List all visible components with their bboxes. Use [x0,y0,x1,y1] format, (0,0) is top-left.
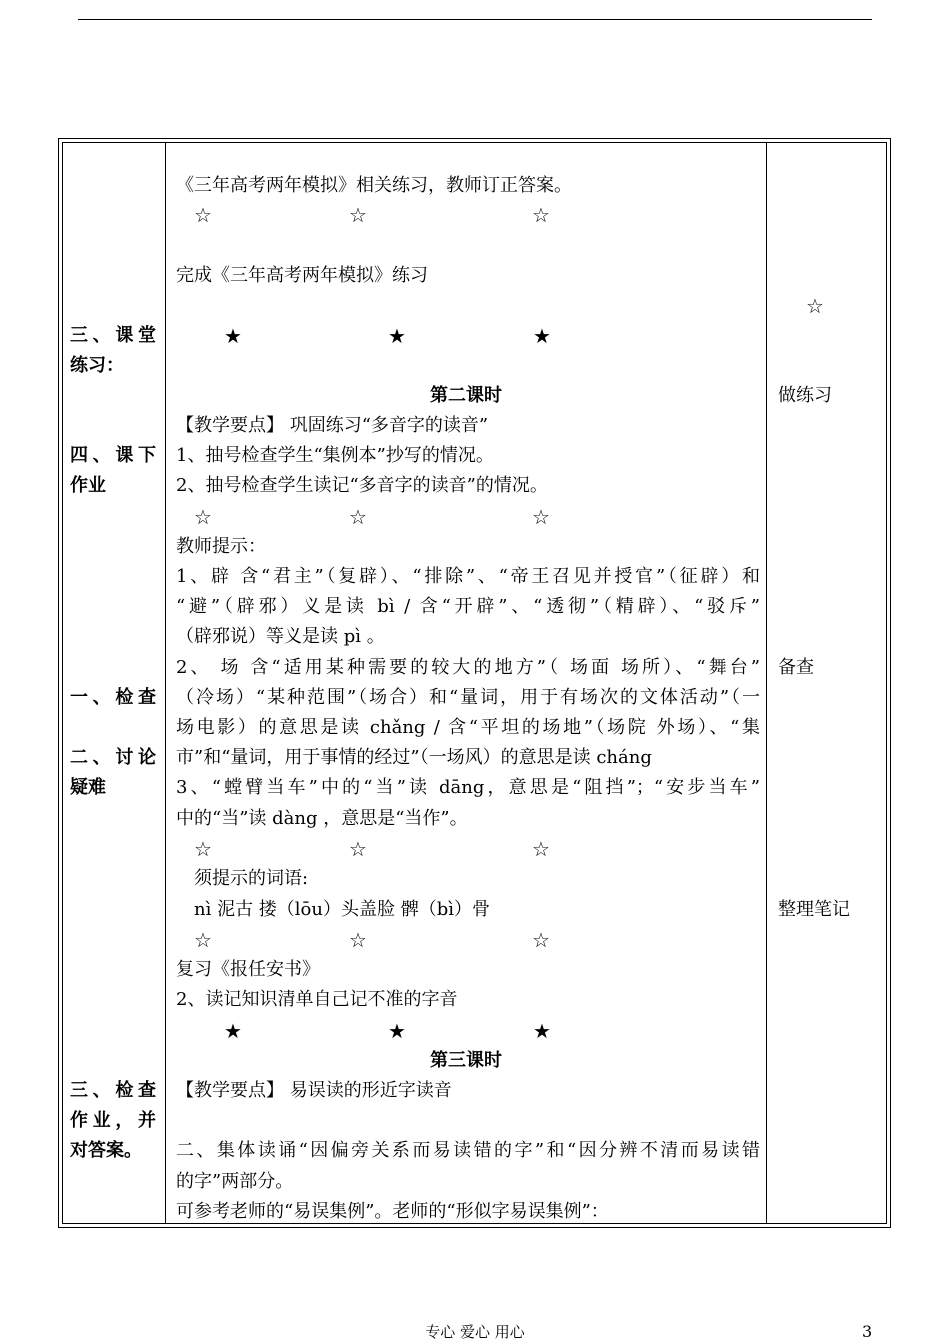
section-discuss-label: 二、讨论 [70,747,156,768]
tip-paragraph-3: 中的“当”读 dàng ，意思是“当作”。 [176,808,468,829]
section-check-homework-label: 三、检查 [70,1080,156,1101]
column-divider-right [766,142,767,1224]
white-star-icon: ☆ [349,928,367,952]
text-line: 可参考老师的“易误集例”。老师的“形似字易误集例”： [176,1201,609,1222]
text-line: 《三年高考两年模拟》相关练习，教师订正答案。 [176,175,572,196]
header-rule [78,19,872,20]
white-star-icon: ☆ [532,505,550,529]
white-star-icon: ☆ [349,505,367,529]
white-star-icon: ☆ [532,928,550,952]
lesson-3-title: 第三课时 [430,1050,502,1071]
white-star-icon: ☆ [806,294,824,318]
lesson-3-key-point: 【教学要点】 易误读的形近字读音 [176,1080,452,1101]
white-star-icon: ☆ [194,837,212,861]
white-star-icon: ☆ [532,203,550,227]
lesson-2-title: 第二课时 [430,385,502,406]
black-star-icon: ★ [224,1019,242,1043]
section-homework-label: 四、课下 [70,445,156,466]
tip-paragraph-3: 3、“螳臂当车”中的“当”读 dāng，意思是“阻挡”；“安步当车” [176,777,760,798]
tip-paragraph-2: 场电影）的意思是读 chǎng / 含“平坦的场地”（场院 外场）、“集 [176,717,760,738]
text-line: 1、抽号检查学生“集例本”抄写的情况。 [176,445,494,466]
text-line: 2、抽号检查学生读记“多音字的读音”的情况。 [176,475,548,496]
black-star-icon: ★ [533,1019,551,1043]
text-line: 完成《三年高考两年模拟》练习 [176,265,428,286]
white-star-icon: ☆ [349,837,367,861]
black-star-icon: ★ [224,324,242,348]
page-number: 3 [862,1322,873,1341]
hint-words-heading: 须提示的词语: [194,868,309,889]
hint-words-list: nì 泥古 搂（lōu）头盖脸 髀（bì）骨 [194,899,490,920]
text-line: 二、集体读诵“因偏旁关系而易读错的字”和“因分辨不清而易读错 [176,1140,760,1161]
section-class-practice-label: 三、课堂 [70,325,156,346]
black-star-icon: ★ [533,324,551,348]
section-discuss-label-2: 疑难 [70,777,106,798]
white-star-icon: ☆ [532,837,550,861]
text-line: 复习《报任安书》 [176,959,320,980]
tip-paragraph-1: （辟邪说）等义是读 pì 。 [176,626,385,647]
activity-prepare: 备查 [778,657,814,678]
lesson-2-key-point: 【教学要点】 巩固练习“多音字的读音” [176,415,489,436]
text-line: 2、读记知识清单自己记不准的字音 [176,989,458,1010]
text-line: 的字”两部分。 [176,1171,294,1192]
footer-motto: 专心 爱心 用心 [425,1323,525,1341]
tip-paragraph-2: （冷场）“某种范围”（场合）和“量词，用于有场次的文体活动”（一 [176,687,760,708]
teacher-tip-heading: 教师提示： [176,536,266,557]
section-check-label: 一、检查 [70,687,156,708]
tip-paragraph-2: 2、 场 含“适用某种需要的较大的地方”（ 场面 场所）、“舞台” [176,657,760,678]
activity-notes: 整理笔记 [778,899,850,920]
activity-practice: 做练习 [778,385,832,406]
black-star-icon: ★ [388,1019,406,1043]
tip-paragraph-1: “避”（辟邪）义是读 bì / 含“开辟”、“透彻”（精辟）、“驳斥” [176,596,760,617]
black-star-icon: ★ [388,324,406,348]
tip-paragraph-2: 市”和“量词，用于事情的经过”（一场风）的意思是读 cháng [176,747,652,768]
white-star-icon: ☆ [194,203,212,227]
section-check-homework-label-3: 对答案。 [70,1140,142,1161]
section-class-practice-label-2: 练习： [70,355,124,376]
section-homework-label-2: 作业 [70,475,106,496]
white-star-icon: ☆ [194,505,212,529]
white-star-icon: ☆ [194,928,212,952]
section-check-homework-label-2: 作业，并 [70,1110,156,1131]
tip-paragraph-1: 1、辟 含“君主”（复辟）、“排除”、“帝王召见并授官”（征辟）和 [176,566,760,587]
white-star-icon: ☆ [349,203,367,227]
